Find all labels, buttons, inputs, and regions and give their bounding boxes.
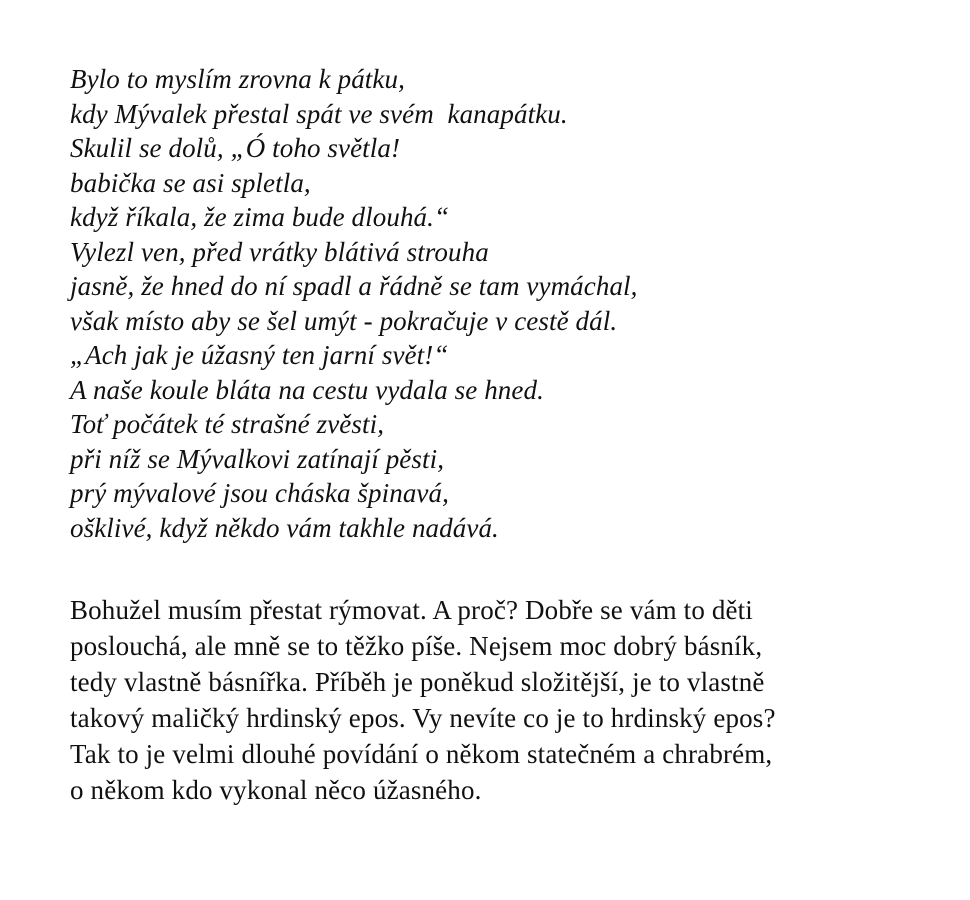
poem-line: babička se asi spletla, — [70, 167, 311, 198]
poem-line: prý mývalové jsou cháska špinavá, — [70, 478, 449, 508]
prose-line: Bohužel musím přestat rýmovat. A proč? Dobře se vám to děti — [70, 595, 753, 625]
prose-line: poslouchá, ale mně se to těžko píše. Nejsem moc dobrý básník, — [70, 631, 763, 661]
prose-line: tedy vlastně básnířka. Příběh je poněkud složitější, je to vlastně — [70, 667, 765, 697]
poem-line: Vylezl ven, před vrátky blátivá strouha — [70, 236, 489, 267]
poem-stanza — [70, 62, 930, 545]
poem-line: jasně, že hned do ní spadl a řádně se tam vymáchal, — [70, 271, 638, 301]
poem-line: „Ach jak je úžasný ten jarní svět!“ — [70, 340, 449, 370]
document-page — [70, 62, 930, 808]
prose-line: o někom kdo vykonal něco úžasného. — [70, 775, 482, 805]
poem-line: Bylo to myslím zrovna k pátku, — [70, 64, 405, 94]
prose-paragraph — [70, 592, 930, 808]
poem-line: při níž se Mývalkovi zatínají pěsti, — [70, 443, 445, 474]
poem-line: A naše koule bláta na cestu vydala se hned. — [70, 374, 544, 405]
poem-line: Skulil se dolů, „Ó toho světla! — [70, 133, 401, 163]
poem-line: však místo aby se šel umýt - pokračuje v cestě dál. — [70, 305, 618, 336]
poem-line: kdy Mývalek přestal spát ve svém kanapátku. — [70, 98, 568, 129]
prose-line: takový maličký hrdinský epos. Vy nevíte co je to hrdinský epos? — [70, 703, 776, 733]
poem-line: Toť počátek té strašné zvěsti, — [70, 409, 385, 439]
prose-line: Tak to je velmi dlouhé povídání o někom statečném a chrabrém, — [70, 739, 773, 769]
poem-line: ošklivé, když někdo vám takhle nadává. — [70, 512, 499, 543]
poem-line: když říkala, že zima bude dlouhá.“ — [70, 202, 450, 232]
